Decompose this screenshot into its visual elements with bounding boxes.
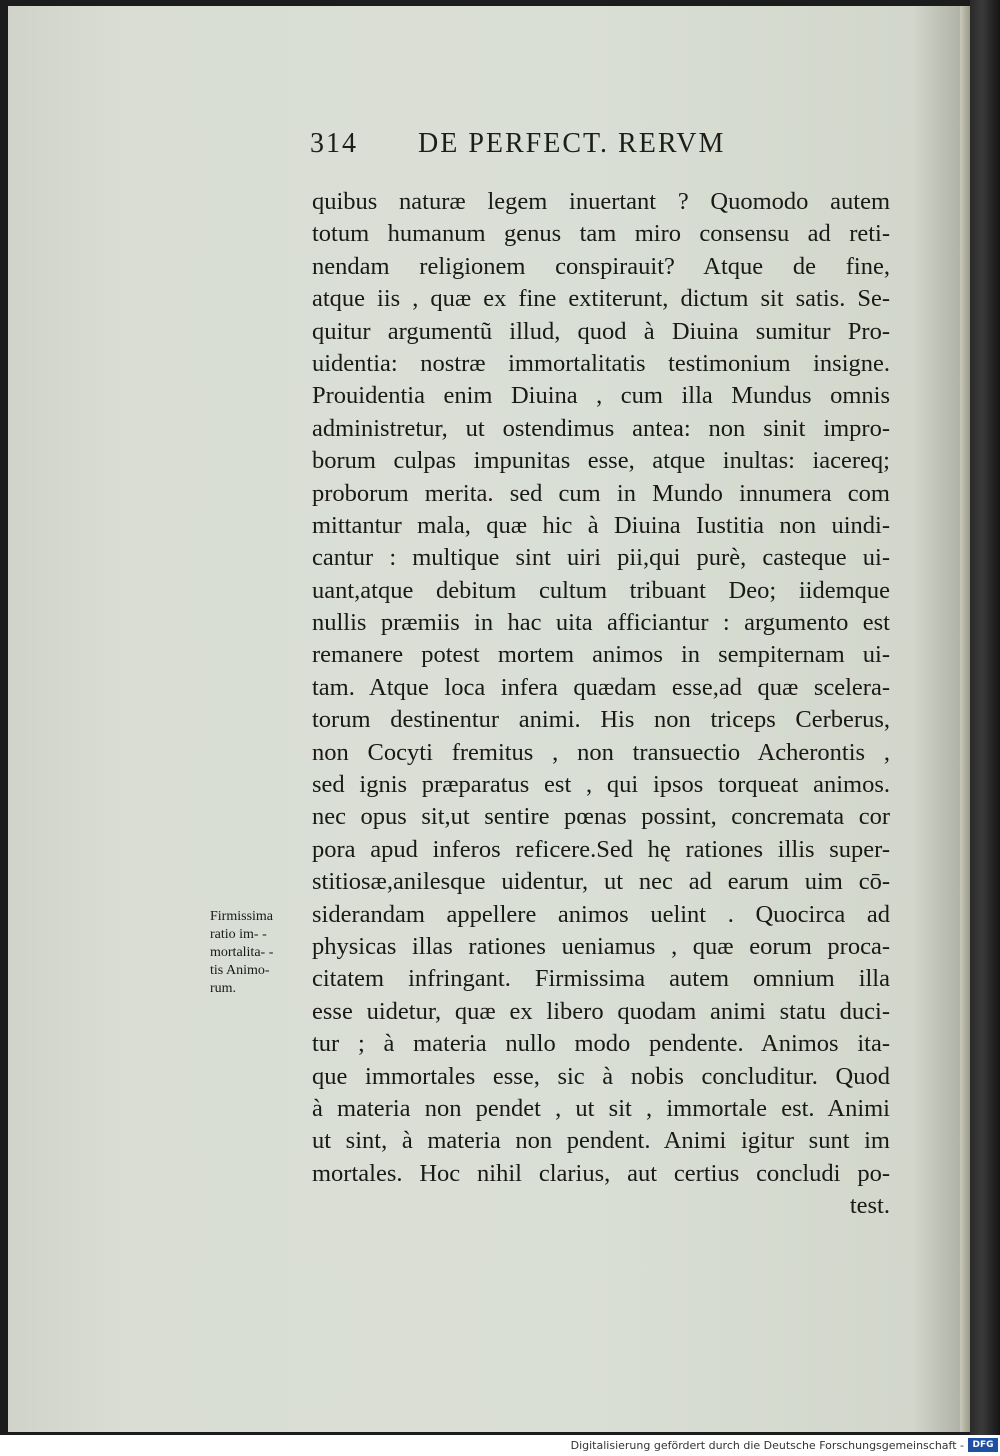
text-line: esse uidetur, quæ ex libero quodam animi statu duci-: [312, 997, 890, 1025]
text-line: non Cocyti fremitus , non transuectio Acherontis ,: [312, 738, 890, 766]
text-line: sed ignis præparatus est , qui ipsos torqueat animos.: [312, 771, 890, 799]
text-line: mortales. Hoc nihil clarius, aut certius concludi po-: [312, 1159, 890, 1187]
text-line: à materia non pendet , ut sit , immortale est. Animi: [312, 1094, 890, 1122]
text-line: quitur argumentũ illud, quod à Diuina sumitur Pro-: [312, 317, 890, 345]
margin-note-line: tis Animo-: [210, 963, 270, 978]
text-line: stitiosæ,anilesque uidentur, ut nec ad earum uim cō-: [312, 868, 890, 896]
text-line: nendam religionem conspirauit? Atque de fine,: [312, 252, 890, 280]
text-line: tur ; à materia nullo modo pendente. Animos ita-: [312, 1030, 890, 1058]
text-line: administretur, ut ostendimus antea: non sinit impro-: [312, 414, 890, 442]
body-text: [312, 186, 890, 1223]
text-line: cantur : multique sint uiri pii,qui purè, casteque ui-: [312, 544, 890, 572]
margin-note-line: mortalita- -: [210, 945, 274, 960]
margin-note-line: rum.: [210, 981, 237, 996]
text-line: borum culpas impunitas esse, atque inultas: iacereq;: [312, 447, 890, 475]
text-line: torum destinentur animi. His non triceps Cerberus,: [312, 706, 890, 734]
funding-credit: Digitalisierung gefördert durch die Deutsche Forschungsgemeinschaft -: [570, 1439, 964, 1452]
text-line: mittantur mala, quæ hic à Diuina Iustitia non uindi-: [312, 511, 890, 539]
text-line: physicas illas rationes ueniamus , quæ eorum proca-: [312, 932, 890, 960]
text-line: nec opus sit,ut sentire pœnas possint, concremata cor: [312, 803, 890, 831]
text-line: test.: [849, 1192, 890, 1220]
text-line: siderandam appellere animos uelint . Quocirca ad: [312, 900, 890, 928]
text-line: pora apud inferos reficere.Sed hę rationes illis super-: [312, 835, 890, 863]
page-header: [300, 128, 780, 168]
page-edge-shadow: [960, 6, 970, 1432]
margin-note-line: Firmissima: [210, 909, 274, 924]
text-line: que immortales esse, sic à nobis concluditur. Quod: [312, 1062, 890, 1090]
scan-edge: [970, 0, 1000, 1435]
text-line: citatem infringant. Firmissima autem omnium illa: [312, 965, 890, 993]
running-title: DE PERFECT. RERVM: [418, 128, 726, 159]
margin-note: [210, 908, 310, 998]
text-line: Prouidentia enim Diuina , cum illa Mundus omnis: [312, 382, 890, 410]
page-number: 314: [310, 128, 358, 159]
text-line: proborum merita. sed cum in Mundo innumera com: [312, 479, 890, 507]
margin-note-line: ratio im- -: [210, 927, 267, 942]
text-line: uidentia: nostræ immortalitatis testimonium insigne.: [312, 349, 890, 377]
text-line: ut sint, à materia non pendent. Animi igitur sunt im: [312, 1127, 890, 1155]
footer-bar: [0, 1435, 1000, 1456]
text-line: uant,atque debitum cultum tribuant Deo; iidemque: [312, 576, 890, 604]
text-line: tam. Atque loca infera quædam esse,ad quæ scelera-: [312, 673, 890, 701]
text-line: remanere potest mortem animos in sempiternam ui-: [312, 641, 890, 669]
text-line: atque iis , quæ ex fine extiterunt, dictum sit satis. Se-: [312, 285, 890, 313]
text-line: quibus naturæ legem inuertant ? Quomodo autem: [312, 188, 890, 215]
text-line: nullis præmiis in hac uita afficiantur : argumento est: [312, 609, 890, 637]
dfg-logo-icon: DFG: [968, 1438, 998, 1452]
text-line: totum humanum genus tam miro consensu ad reti-: [312, 220, 890, 248]
